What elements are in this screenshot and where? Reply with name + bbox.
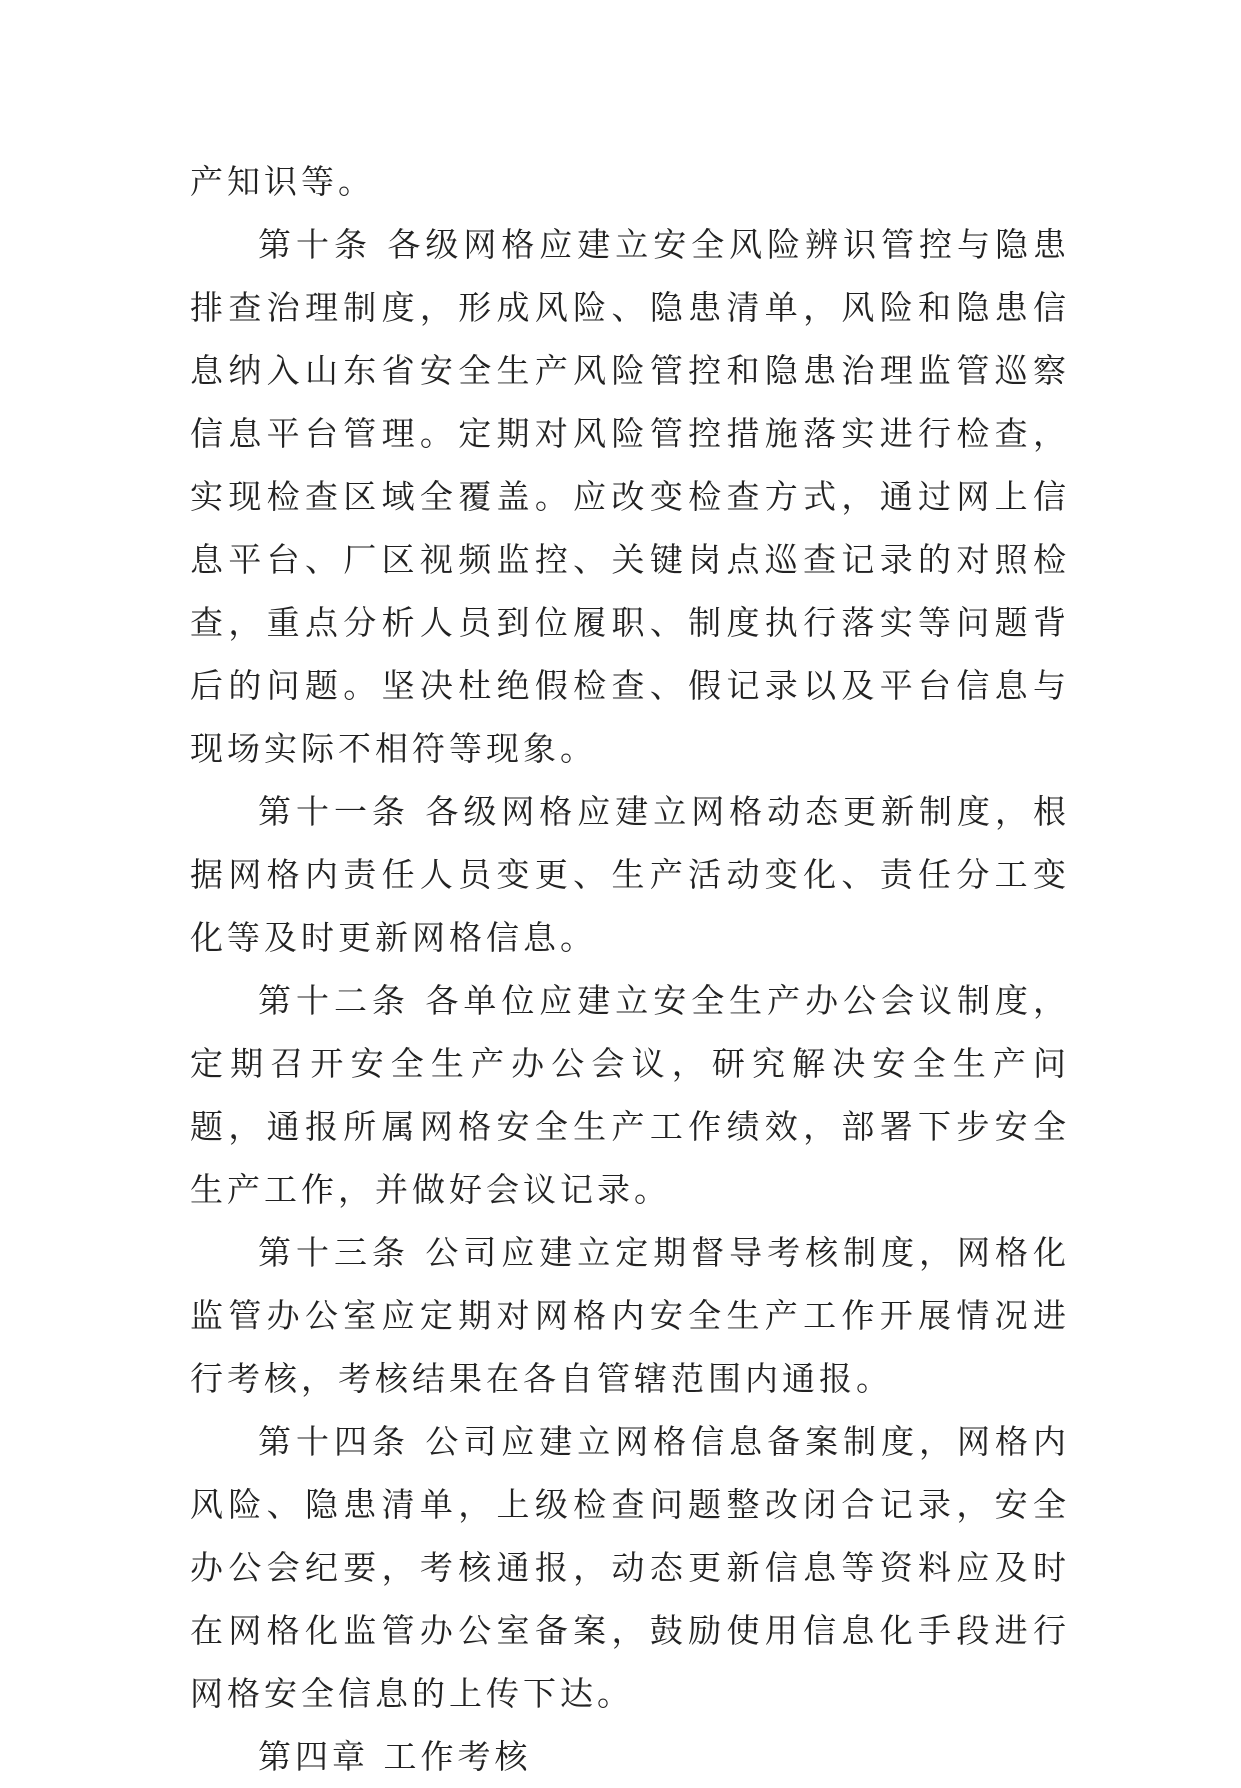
paragraph-article-10: 第十条 各级网格应建立安全风险辨识管控与隐患排查治理制度，形成风险、隐患清单，风险和隐患信息纳入山东省安全生产风险管控和隐患治理监管巡察信息平台管理。定期对风险管控措施落实进行检查，实现检查区域全覆盖。应改变检查方式，通过网上信息平台、厂区视频监控、关键岗点巡查记录的对照检查，重点分析人员到位履职、制度执行落实等问题背后的问题。坚决杜绝假检查、假记录以及平台信息与现场实际不相符等现象。 [190, 225, 1070, 768]
document-body [190, 150, 1070, 1788]
paragraph-article-14: 第十四条 公司应建立网格信息备案制度，网格内风险、隐患清单，上级检查问题整改闭合记录，安全办公会纪要，考核通报，动态更新信息等资料应及时在网格化监管办公室备案，鼓励使用信息化手段进行网格安全信息的上传下达。 [190, 1422, 1070, 1713]
paragraph-article-11: 第十一条 各级网格应建立网格动态更新制度，根据网格内责任人员变更、生产活动变化、责任分工变化等及时更新网格信息。 [190, 792, 1070, 957]
chapter-heading: 第四章 工作考核 [258, 1737, 532, 1776]
paragraph-article-13: 第十三条 公司应建立定期督导考核制度，网格化监管办公室应定期对网格内安全生产工作开展情况进行考核，考核结果在各自管辖范围内通报。 [190, 1233, 1070, 1398]
paragraph-article-12: 第十二条 各单位应建立安全生产办公会议制度，定期召开安全生产办公会议，研究解决安全生产问题，通报所属网格安全生产工作绩效，部署下步安全生产工作，并做好会议记录。 [190, 981, 1070, 1209]
paragraph-continuation: 产知识等。 [190, 162, 375, 201]
